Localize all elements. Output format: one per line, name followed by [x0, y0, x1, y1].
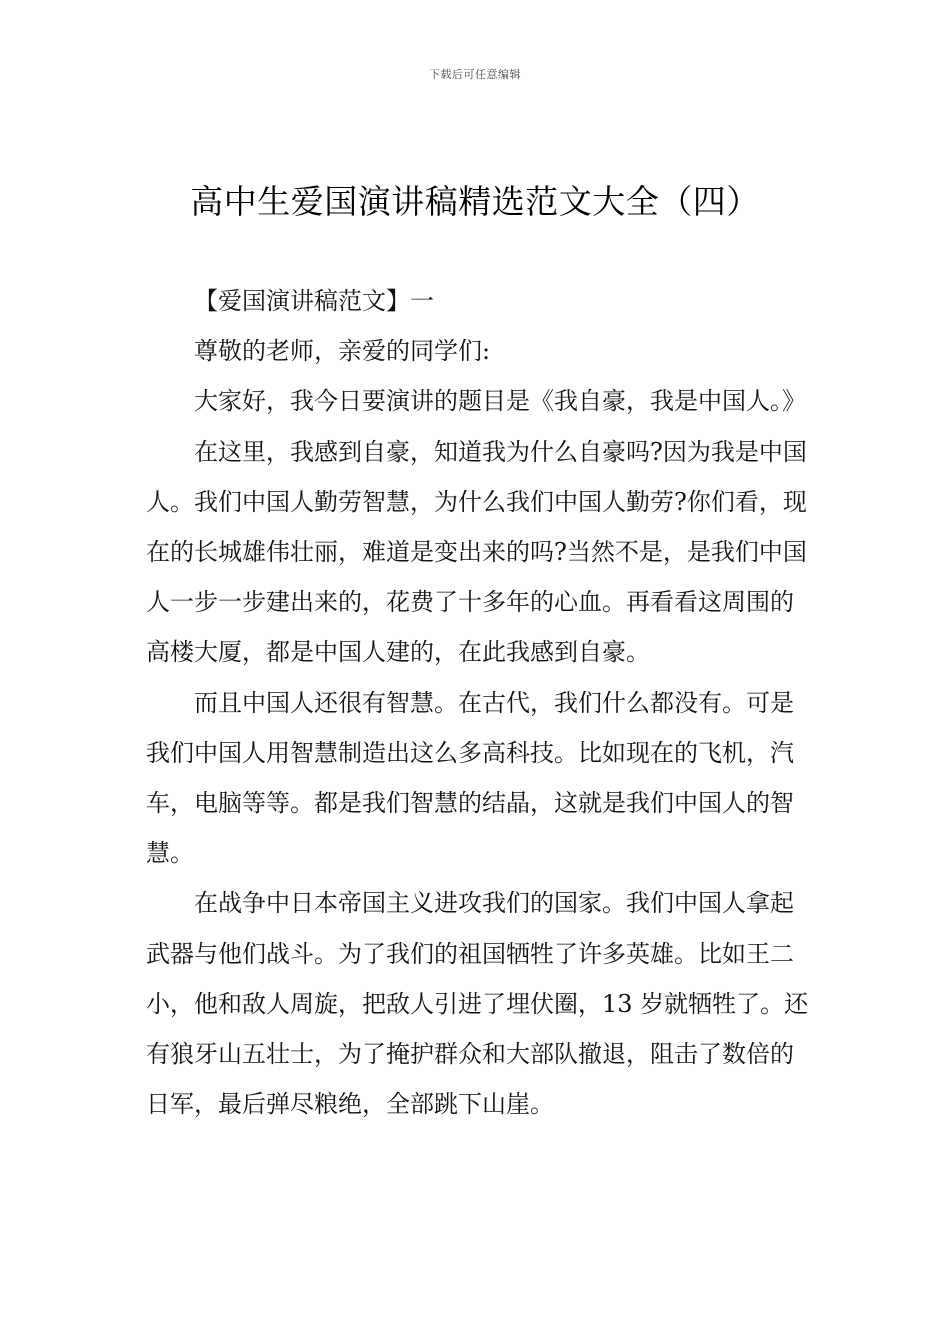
salutation: 尊敬的老师，亲爱的同学们:: [194, 337, 491, 366]
paragraph: 在战争中日本帝国主义进攻我们的国家。我们中国人拿起武器与他们战斗。为了我们的祖国牺牲了许多英雄。比如王二小，他和敌人周旋，把敌人引进了埋伏圈，13 岁就牺牲了。还有狼牙山五壮士，为了掩护群众和大部队撤退，阻击了数倍的日军，最后弹尽粮绝，全部跳下山崖。: [146, 889, 809, 1119]
paragraph: 大家好，我今日要演讲的题目是《我自豪，我是中国人。》: [194, 387, 806, 416]
paragraph: 而且中国人还很有智慧。在古代，我们什么都没有。可是我们中国人用智慧制造出这么多高科技。比如现在的飞机，汽车，电脑等等。都是我们智慧的结晶，这就是我们中国人的智慧。: [146, 688, 794, 868]
paragraph: 在这里，我感到自豪，知道我为什么自豪吗?因为我是中国人。我们中国人勤劳智慧，为什么我们中国人勤劳?你们看，现在的长城雄伟壮丽，难道是变出来的吗?当然不是，是我们中国人一步一步建出来的，花费了十多年的心血。再看看这周围的高楼大厦，都是中国人建的，在此我感到自豪。: [146, 437, 807, 667]
document-title: 高中生爱国演讲稿精选范文大全（四）: [190, 182, 760, 221]
document-body: [146, 276, 816, 1129]
section-heading: 【爱国演讲稿范文】一: [194, 287, 434, 315]
header-note: 下载后可任意编辑: [429, 68, 521, 81]
